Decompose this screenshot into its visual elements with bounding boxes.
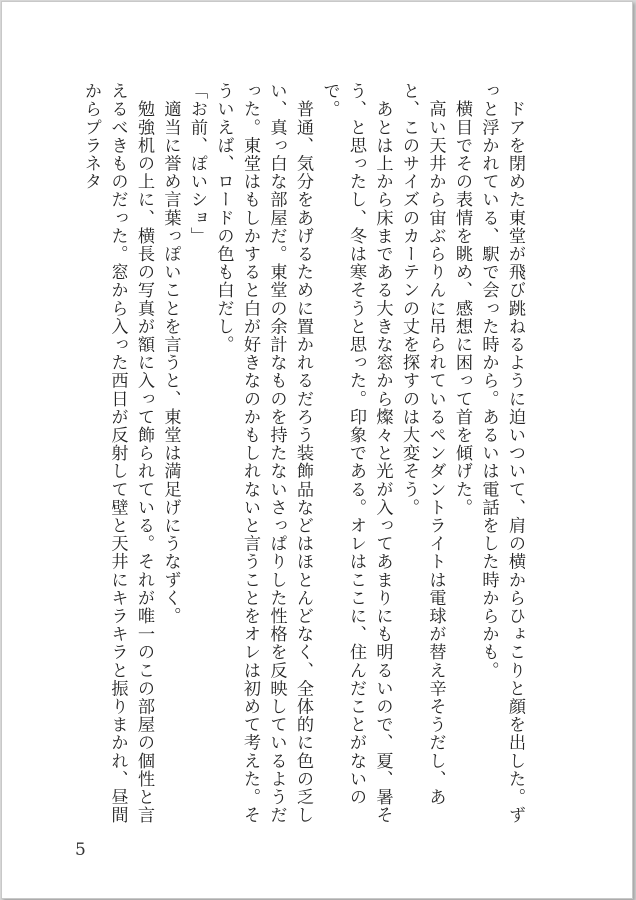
paragraph: ドアを閉めた東堂が飛び跳ねるように迫いついて、肩の横からひょこりと顔を出した。ずっと浮かれている、駅で会った時から。あるいは電話をした時からかも。: [478, 82, 525, 825]
paragraph: あとは上から床まである大きな窓から燦々と光が入ってあまりにも明るいので、夏、暑そう、と思ったし、冬は寒そうと思った。印象である。オレはここに、住んだことがないので。: [319, 82, 393, 825]
page-number: 5: [75, 840, 86, 860]
book-page: [1, 1, 633, 899]
paragraph: 適当に誉め言葉っぽいことを言うと、東堂は満足げにうなずく。: [160, 82, 181, 625]
paragraph: 高い天井から宙ぶらりんに吊られているペンダントライトは電球が替え辛そうだし、あと、このサイズのカーテンの丈を探すのは大変そう。: [399, 82, 446, 806]
paragraph: 横目でその表情を眺め、感想に困って首を傾げた。: [452, 82, 472, 517]
dialogue-line: 「お前、ぽいショ」: [187, 82, 207, 245]
paragraph: 勉強机の上に、横長の写真が額に入って飾られている。それが唯一のこの部屋の個性と言えるべきものだった。窓から入った西日が反射して壁と天井にキラキラと振りまかれ、昼間からプラネタ: [81, 82, 154, 825]
vertical-text-body: [78, 82, 529, 842]
paragraph: 普通、気分をあげるために置かれるだろう装飾品などはほとんどなく、全体的に色の乏しい、真っ白な部屋だ。東堂の余計なものを持たないさっぱりした性格を反映しているようだった。東堂はもしかすると白が好きなのかもしれないと言うことをオレは初めて考えた。そういえば、ロードの色も白だし。: [213, 82, 313, 825]
